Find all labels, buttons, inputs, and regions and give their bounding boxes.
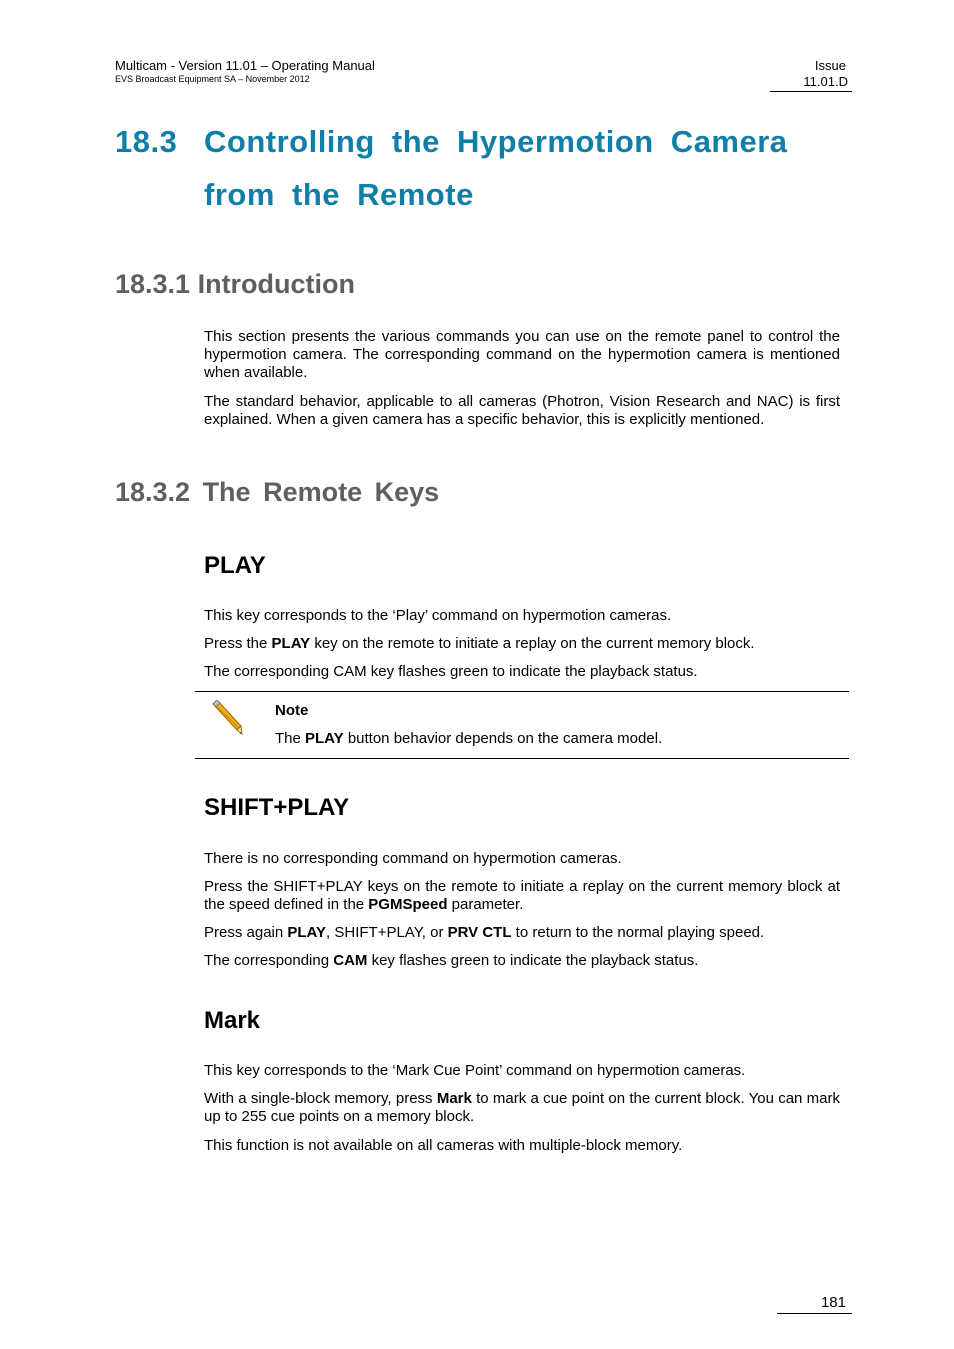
header-rule: [770, 91, 852, 92]
shift-play-paragraph-4: The corresponding CAM key flashes green to indicate the playback status.: [204, 952, 699, 969]
note-label: Note: [275, 702, 309, 719]
header-subtitle: EVS Broadcast Equipment SA – November 2012: [115, 74, 310, 84]
play-paragraph-1: This key corresponds to the ‘Play’ command on hypermotion cameras.: [204, 607, 672, 624]
mark-paragraph-1: This key corresponds to the ‘Mark Cue Point’ command on hypermotion cameras.: [204, 1062, 746, 1079]
footer-rule: [777, 1313, 852, 1314]
play-heading: PLAY: [204, 552, 266, 579]
mark-paragraph-2: With a single-block memory, press Mark to mark a cue point on the current block. You can mark up to 255 cue points on a memory block.: [204, 1090, 840, 1125]
shift-play-paragraph-3: Press again PLAY, SHIFT+PLAY, or PRV CTL to return to the normal playing speed.: [204, 924, 765, 941]
play-paragraph-3: The corresponding CAM key flashes green to indicate the playback status.: [204, 663, 698, 680]
header-issue-label: Issue: [814, 58, 846, 73]
shift-play-paragraph-2: Press the SHIFT+PLAY keys on the remote to initiate a replay on the current memory block at the speed defined in the PGMSpeed parameter.: [204, 878, 840, 913]
note-bottom-rule: [195, 758, 849, 759]
note-text: The PLAY button behavior depends on the camera model.: [275, 730, 663, 747]
shift-play-heading: SHIFT+PLAY: [204, 794, 350, 821]
remote-keys-heading: 18.3.2 The Remote Keys: [115, 477, 440, 507]
section-title-line1: Controlling the Hypermotion Camera: [204, 124, 788, 159]
section-number: 18.3: [115, 124, 178, 159]
shift-play-paragraph-1: There is no corresponding command on hypermotion cameras.: [204, 850, 622, 867]
mark-heading: Mark: [204, 1007, 261, 1034]
play-paragraph-2: Press the PLAY key on the remote to initiate a replay on the current memory block.: [204, 635, 755, 652]
note-top-rule: [195, 691, 849, 692]
header-title: Multicam - Version 11.01 – Operating Manual: [115, 58, 375, 73]
mark-paragraph-3: This function is not available on all cameras with multiple-block memory.: [204, 1137, 683, 1154]
header-issue-value: 11.01.D: [803, 74, 848, 89]
intro-heading: 18.3.1 Introduction: [115, 269, 356, 299]
pencil-icon: [205, 700, 243, 736]
intro-paragraph-1: This section presents the various commands you can use on the remote panel to control the hypermotion camera. The corresponding command on the hypermotion camera is mentioned when available.: [204, 328, 840, 381]
section-title-line2: from the Remote: [204, 177, 474, 212]
page-number: 181: [820, 1294, 846, 1311]
intro-paragraph-2: The standard behavior, applicable to all cameras (Photron, Vision Research and NAC) is first explained. When a given camera has a specific behavior, this is explicitly mentioned.: [204, 393, 840, 428]
